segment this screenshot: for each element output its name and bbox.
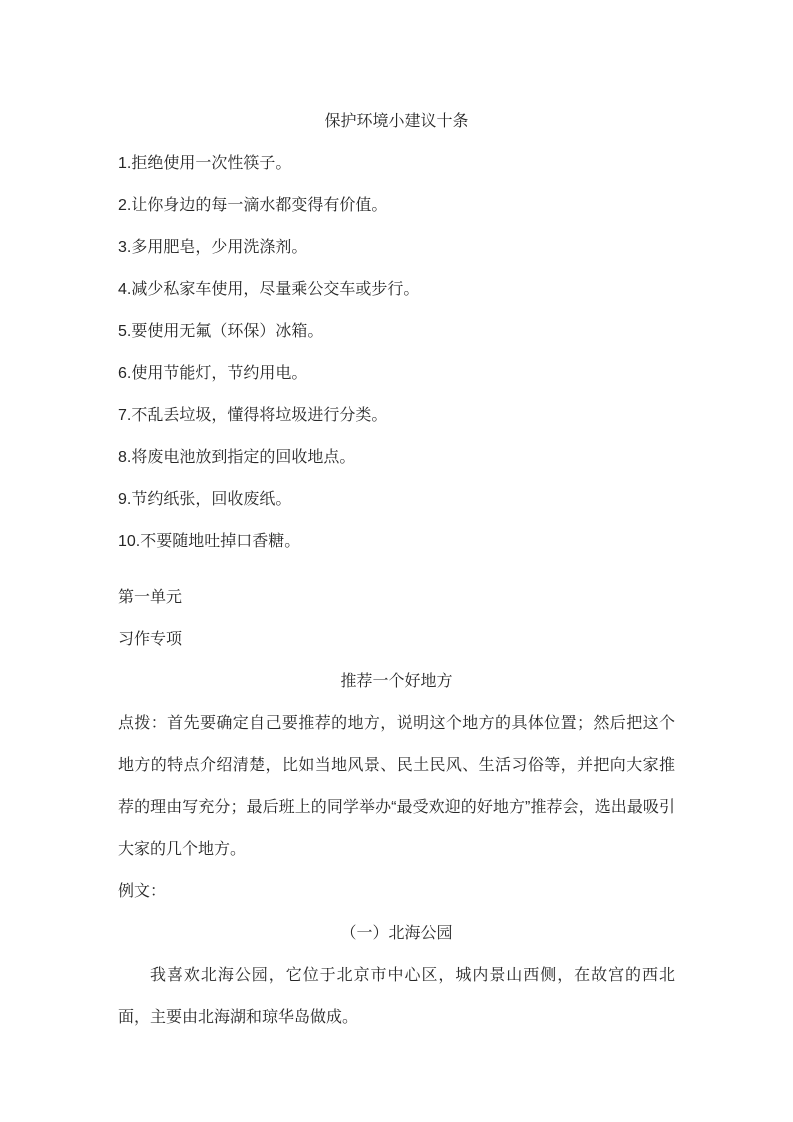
hint-paragraph: 点拨：首先要确定自己要推荐的地方，说明这个地方的具体位置；然后把这个地方的特点介绍清楚，比如当地风景、民土民风、生活习俗等，并把向大家推荐的理由写充分；最后班上的同学举办“最受欢迎的好地方”推荐会，选出最吸引大家的几个地方。 xyxy=(118,715,675,858)
tip-item-3: 3.多用肥皂，少用洗涤剂。 xyxy=(118,239,308,256)
example-label: 例文： xyxy=(118,883,167,900)
tip-item-5: 5.要使用无氟（环保）冰箱。 xyxy=(118,323,324,340)
essay-title: 推荐一个好地方 xyxy=(340,673,453,690)
example-paragraph: 我喜欢北海公园，它位于北京市中心区，城内景山西侧，在故宫的西北面，主要由北海湖和琼华岛做成。 xyxy=(118,967,675,1026)
tip-item-1: 1.拒绝使用一次性筷子。 xyxy=(118,155,292,172)
tip-item-8: 8.将废电池放到指定的回收地点。 xyxy=(118,449,356,466)
doc-title: 保护环境小建议十条 xyxy=(324,113,469,130)
tip-item-9: 9.节约纸张，回收废纸。 xyxy=(118,491,292,508)
tip-item-4: 4.减少私家车使用，尽量乘公交车或步行。 xyxy=(118,281,420,298)
unit-heading: 第一单元 xyxy=(118,589,183,606)
tip-item-10: 10.不要随地吐掉口香糖。 xyxy=(118,533,301,550)
tip-item-7: 7.不乱丢垃圾，懂得将垃圾进行分类。 xyxy=(118,407,388,424)
subsection-heading: 习作专项 xyxy=(118,631,183,648)
example-title: （一）北海公园 xyxy=(340,925,453,942)
tip-item-6: 6.使用节能灯，节约用电。 xyxy=(118,365,308,382)
tip-item-2: 2.让你身边的每一滴水都变得有价值。 xyxy=(118,197,388,214)
